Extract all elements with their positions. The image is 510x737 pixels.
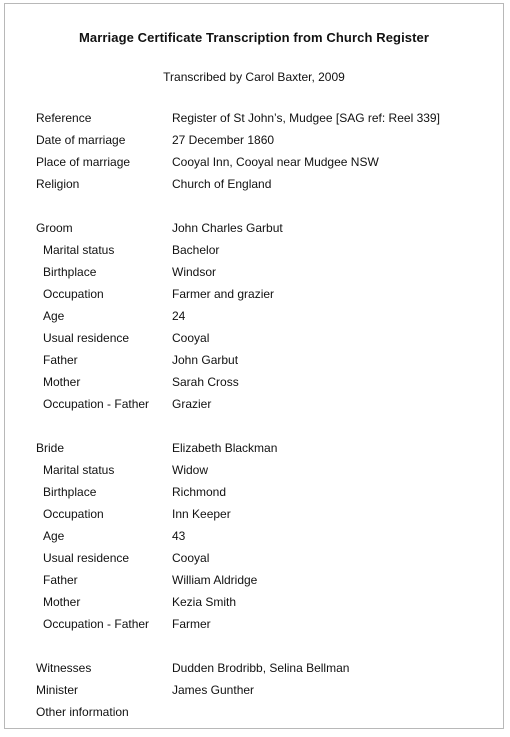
field-label: Mother	[43, 375, 81, 389]
field-label: Other information	[36, 705, 129, 719]
section-label: Bride	[36, 441, 65, 455]
bride-row-father-occupation	[36, 613, 493, 635]
field-label: Place of marriage	[36, 155, 131, 169]
field-value: Church of England	[172, 177, 272, 191]
record-table	[36, 107, 493, 723]
groom-row-father	[36, 349, 493, 371]
field-value: 27 December 1860	[172, 133, 275, 147]
field-value: Cooyal	[172, 551, 210, 565]
field-value: Farmer	[172, 617, 211, 631]
field-value: Farmer and grazier	[172, 287, 275, 301]
bride-row-mother	[36, 591, 493, 613]
field-value: John Garbut	[172, 353, 239, 367]
field-label: Age	[43, 309, 65, 323]
field-value: Widow	[172, 463, 209, 477]
groom-row-occupation	[36, 283, 493, 305]
field-label: Usual residence	[43, 551, 130, 565]
field-label: Date of marriage	[36, 133, 126, 147]
field-value: Windsor	[172, 265, 217, 279]
field-label: Father	[43, 573, 78, 587]
field-value: Sarah Cross	[172, 375, 239, 389]
field-label: Age	[43, 529, 65, 543]
section-label: Groom	[36, 221, 73, 235]
field-label: Birthplace	[43, 265, 97, 279]
field-value: William Aldridge	[172, 573, 258, 587]
field-label: Religion	[36, 177, 80, 191]
field-label: Mother	[43, 595, 81, 609]
record-row-place-of-marriage	[36, 151, 493, 173]
field-label: Occupation	[43, 287, 104, 301]
bride-name: Elizabeth Blackman	[172, 441, 278, 455]
field-value: 43	[172, 529, 186, 543]
field-value: Cooyal	[172, 331, 210, 345]
bride-row-birthplace	[36, 481, 493, 503]
field-label: Witnesses	[36, 661, 92, 675]
groom-row-mother	[36, 371, 493, 393]
record-row-date-of-marriage	[36, 129, 493, 151]
field-label: Marital status	[43, 463, 115, 477]
field-value: Richmond	[172, 485, 227, 499]
bride-row-father	[36, 569, 493, 591]
groom-name: John Charles Garbut	[172, 221, 283, 235]
field-value: Inn Keeper	[172, 507, 231, 521]
record-row-minister	[36, 679, 493, 701]
groom-heading-row	[36, 217, 493, 239]
groom-row-marital-status	[36, 239, 493, 261]
field-label: Occupation	[43, 507, 104, 521]
bride-row-usual-residence	[36, 547, 493, 569]
field-label: Occupation - Father	[43, 397, 150, 411]
field-value: 24	[172, 309, 186, 323]
bride-row-occupation	[36, 503, 493, 525]
field-value: Cooyal Inn, Cooyal near Mudgee NSW	[172, 155, 379, 169]
field-value: Bachelor	[172, 243, 220, 257]
record-row-other-information	[36, 701, 493, 723]
record-row-reference	[36, 107, 493, 129]
field-value: Grazier	[172, 397, 212, 411]
field-label: Birthplace	[43, 485, 97, 499]
groom-row-usual-residence	[36, 327, 493, 349]
record-row-religion	[36, 173, 493, 195]
field-label: Marital status	[43, 243, 115, 257]
field-label: Minister	[36, 683, 79, 697]
record-row-witnesses	[36, 657, 493, 679]
field-value: Kezia Smith	[172, 595, 237, 609]
document-title: Marriage Certificate Transcription from Church Register	[78, 30, 430, 45]
groom-row-birthplace	[36, 261, 493, 283]
field-value: Register of St John’s, Mudgee [SAG ref: Reel 339]	[172, 111, 440, 125]
groom-row-age	[36, 305, 493, 327]
field-label: Reference	[36, 111, 92, 125]
field-value: Dudden Brodribb, Selina Bellman	[172, 661, 350, 675]
field-value: James Gunther	[172, 683, 255, 697]
bride-heading-row	[36, 437, 493, 459]
certificate-page	[4, 3, 504, 729]
groom-row-father-occupation	[36, 393, 493, 415]
field-label: Father	[43, 353, 78, 367]
field-label: Occupation - Father	[43, 617, 150, 631]
bride-row-age	[36, 525, 493, 547]
transcriber-credit: Transcribed by Carol Baxter, 2009	[163, 70, 345, 84]
field-label: Usual residence	[43, 331, 130, 345]
bride-row-marital-status	[36, 459, 493, 481]
